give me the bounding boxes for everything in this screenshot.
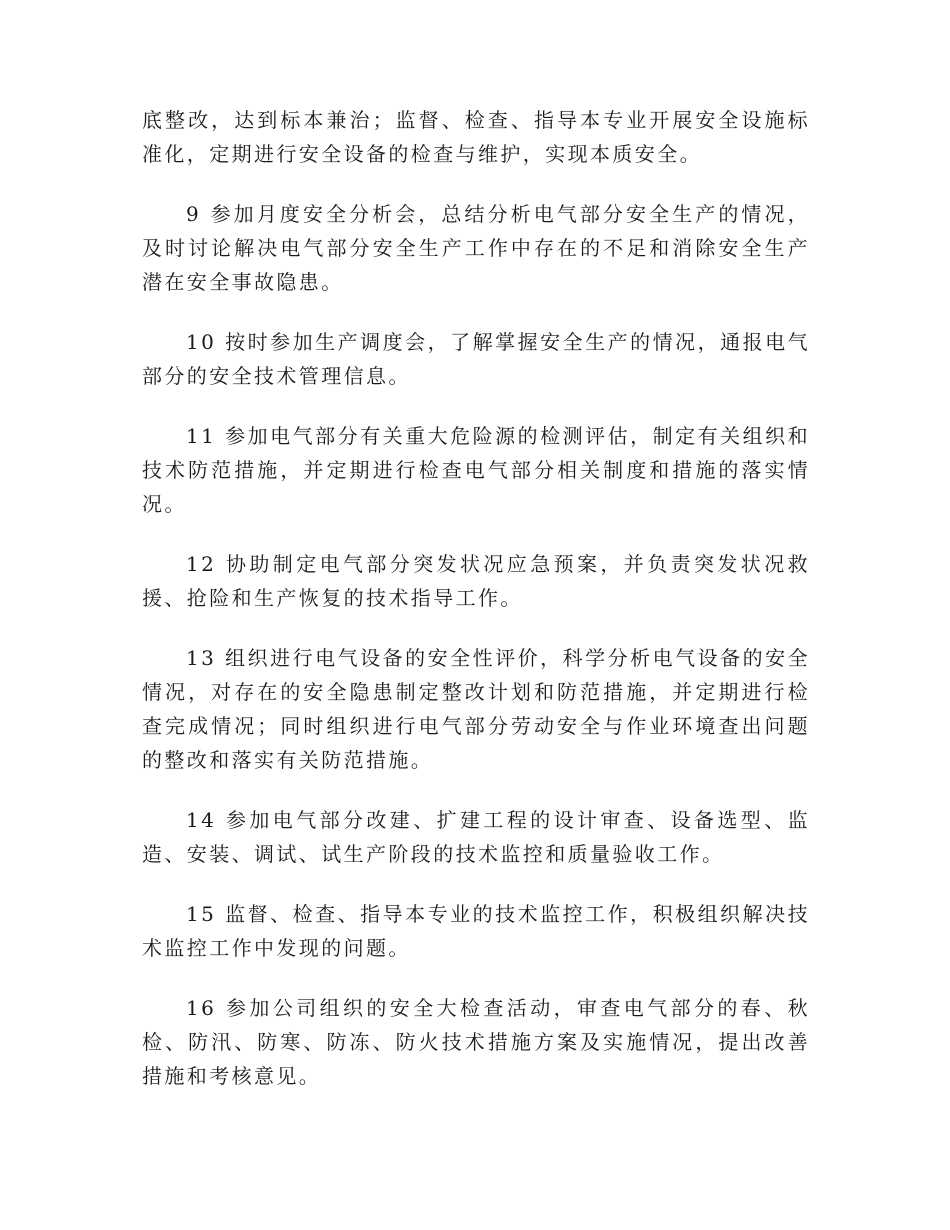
paragraph-item-9: 9 参加月度安全分析会，总结分析电气部分安全生产的情况，及时讨论解决电气部分安全生产工作中存在的不足和消除安全生产潜在安全事故隐患。	[142, 202, 810, 294]
paragraph-item-11: 11 参加电气部分有关重大危险源的检测评估，制定有关组织和技术防范措施，并定期进行检查电气部分相关制度和措施的落实情况。	[142, 424, 810, 516]
paragraph-item-15: 15 监督、检查、指导本专业的技术监控工作，积极组织解决技术监控工作中发现的问题。	[142, 902, 810, 960]
paragraph-item-14: 14 参加电气部分改建、扩建工程的设计审查、设备选型、监造、安装、调试、试生产阶段的技术监控和质量验收工作。	[142, 808, 810, 866]
paragraph-item-13: 13 组织进行电气设备的安全性评价，科学分析电气设备的安全情况，对存在的安全隐患制定整改计划和防范措施，并定期进行检查完成情况；同时组织进行电气部分劳动安全与作业环境查出问题的整改和落实有关防范措施。	[142, 646, 810, 772]
document-body	[142, 103, 810, 1119]
paragraph-item-10: 10 按时参加生产调度会，了解掌握安全生产的情况，通报电气部分的安全技术管理信息。	[142, 330, 810, 388]
paragraph-item-12: 12 协助制定电气部分突发状况应急预案，并负责突发状况救援、抢险和生产恢复的技术指导工作。	[142, 552, 810, 610]
paragraph-continuation: 底整改，达到标本兼治；监督、检查、指导本专业开展安全设施标准化，定期进行安全设备的检查与维护，实现本质安全。	[142, 108, 810, 166]
paragraph-item-16: 16 参加公司组织的安全大检查活动，审查电气部分的春、秋检、防汛、防寒、防冻、防火技术措施方案及实施情况，提出改善措施和考核意见。	[142, 996, 810, 1088]
